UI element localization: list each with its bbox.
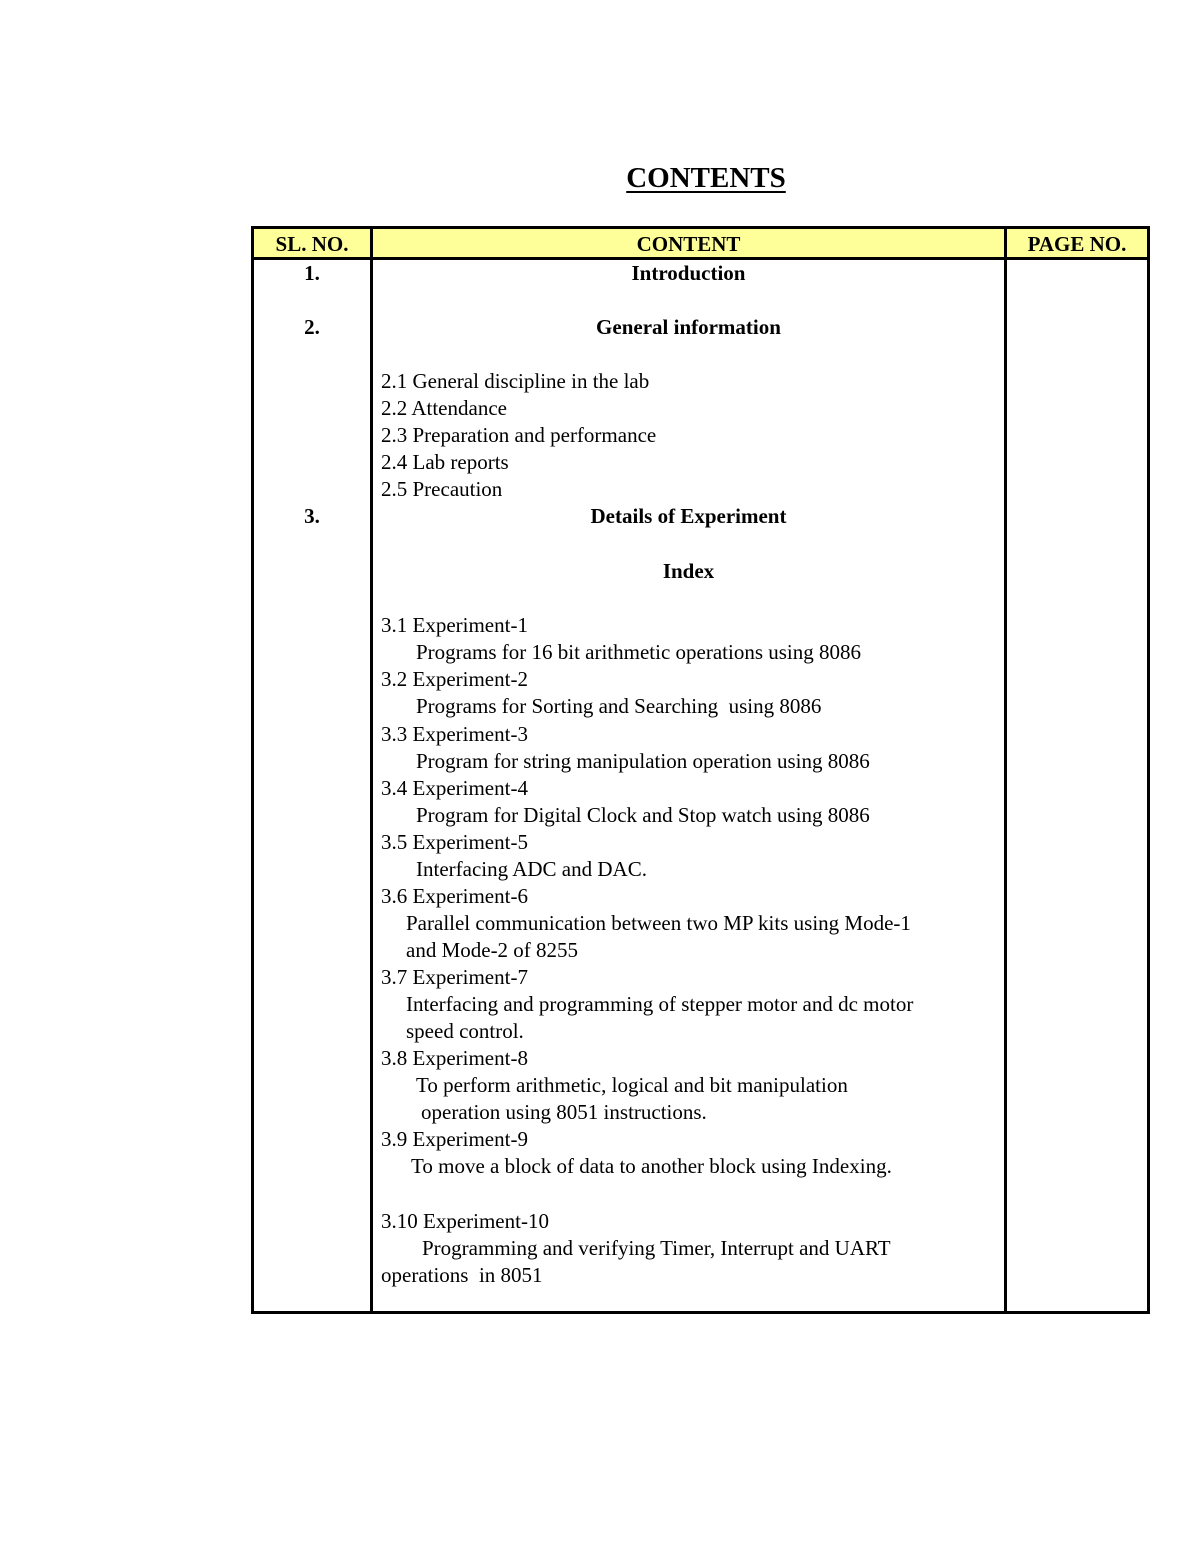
list-item: 2.2 Attendance: [381, 396, 507, 420]
header-sl-no: SL. NO.: [275, 232, 349, 256]
column-divider-1: [370, 229, 373, 1311]
header-page-no: PAGE NO.: [1027, 232, 1127, 256]
column-divider-2: [1004, 229, 1007, 1311]
section-number-1: 1.: [304, 261, 320, 285]
list-item: 2.1 General discipline in the lab: [381, 369, 650, 393]
list-item: 2.4 Lab reports: [381, 450, 509, 474]
experiment-description: Interfacing and programming of stepper motor and dc motor: [406, 992, 914, 1016]
experiment-label: 3.9 Experiment-9: [381, 1127, 528, 1151]
table-header-row: [254, 229, 1147, 260]
section-heading-details-of-experiment: Details of Experiment: [590, 504, 787, 528]
experiment-description: To perform arithmetic, logical and bit manipulation: [416, 1073, 848, 1097]
experiment-label: 3.8 Experiment-8: [381, 1046, 528, 1070]
experiment-description: Interfacing ADC and DAC.: [416, 857, 647, 881]
contents-table: [251, 226, 1150, 1314]
experiment-description: operation using 8051 instructions.: [421, 1100, 707, 1124]
section-heading-general-information: General information: [596, 315, 781, 339]
experiment-description: Program for string manipulation operation using 8086: [416, 749, 870, 773]
page-title: CONTENTS: [626, 162, 786, 194]
experiment-label: 3.3 Experiment-3: [381, 722, 528, 746]
experiment-label: 3.2 Experiment-2: [381, 667, 528, 691]
section-number-2: 2.: [304, 315, 320, 339]
experiment-label: 3.6 Experiment-6: [381, 884, 528, 908]
section-heading-introduction: Introduction: [631, 261, 746, 285]
experiment-description: Programs for 16 bit arithmetic operations using 8086: [416, 640, 862, 664]
experiment-description: Programming and verifying Timer, Interrupt and UART: [422, 1236, 891, 1260]
experiment-label: 3.5 Experiment-5: [381, 830, 528, 854]
header-content: CONTENT: [636, 232, 741, 256]
experiment-description: Parallel communication between two MP kits using Mode-1: [406, 911, 911, 935]
experiment-description: and Mode-2 of 8255: [406, 938, 579, 962]
experiment-label: 3.4 Experiment-4: [381, 776, 528, 800]
experiment-label: 3.10 Experiment-10: [381, 1209, 549, 1233]
section-subheading-index: Index: [662, 559, 715, 583]
experiment-label: 3.7 Experiment-7: [381, 965, 528, 989]
experiment-description: operations in 8051: [381, 1263, 543, 1287]
list-item: 2.5 Precaution: [381, 477, 503, 501]
experiment-description: Program for Digital Clock and Stop watch using 8086: [416, 803, 870, 827]
list-item: 2.3 Preparation and performance: [381, 423, 657, 447]
experiment-description: speed control.: [406, 1019, 524, 1043]
experiment-description: Programs for Sorting and Searching using 8086: [416, 694, 822, 718]
section-number-3: 3.: [304, 504, 320, 528]
experiment-description: To move a block of data to another block using Indexing.: [411, 1154, 892, 1178]
experiment-label: 3.1 Experiment-1: [381, 613, 528, 637]
